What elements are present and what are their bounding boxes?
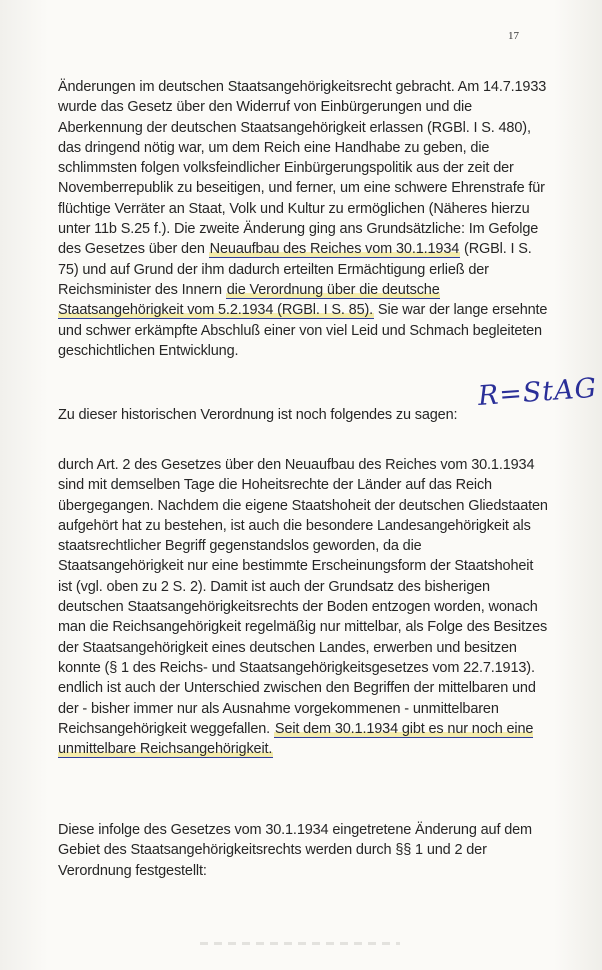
- paragraph-1-part-c: Sie war der lange ersehnte und schwer erkämpfte Abschluß einer von viel Leid und Schmach begleiteten geschichtlichen Entwicklung.: [58, 302, 548, 359]
- faint-bleed-through: [200, 942, 400, 945]
- paragraph-1-part-a: Änderungen im deutschen Staatsangehörigkeitsrecht gebracht. Am 14.7.1933 wurde das Gesetz über den Widerruf von Einbürgerungen und die Aberkennung der deutschen Staatsangehörigkeit erlassen (RGBl. I S. 480), das dringend nötig war, um dem Reich eine Handhabe zu geben, die schlimmsten folgen volksfeindlicher Einbürgerungspolitik aus der zeit der Novemberrepublik zu beseitigen, und ferner, um eine schwere Ehrenstrafe für flüchtige Verräter an Staat, Volk und Kultur zu ermöglichen (Näheres hierzu unter 11b S.25 f.). Die zweite Änderung ging ans Grundsätzliche: Im Gefolge des Gesetzes über den: [58, 79, 547, 258]
- highlight-reichsangehoerigkeit: Seit dem 30.1.1934 gibt es nur noch eine unmittelbare Reichsangehörigkeit.: [58, 720, 534, 758]
- handwritten-annotation: R=StAG: [476, 372, 599, 412]
- paragraph-3-body: durch Art. 2 des Gesetzes über den Neuaufbau des Reiches vom 30.1.1934 sind mit demselben Tage die Hoheitsrechte der Länder auf das Reich übergegangen. Nachdem die eigene Staatshoheit der deutschen Gliedstaaten aufgehört hat zu bestehen, ist auch die besondere Landesangehörigkeit als staatsrechtlicher Begriff gegenstandslos geworden, da die Staatsangehörigkeit nur eine bestimmte Erscheinungsform der Staatshoheit ist (vgl. oben zu 2 S. 2). Damit ist auch der Grundsatz des bisherigen deutschen Staatsangehörigkeitsrechts der Boden entzogen worden, wonach man die Reichsangehörigkeit regelmäßig nur mittelbar, als Folge des Besitzes der Staatsangehörigkeit eines deutschen Landes, erwerben und besitzen konnte (§ 1 des Reichs- und Staatsangehörigkeitsgesetzes vom 22.7.1913). endlich ist auch der Unterschied zwischen den Begriffen der mittelbaren und der - bisher immer nur als Ausnahme vorgekommenen - unmittelbaren Reichsangehörigkeit weggefallen.: [58, 457, 548, 737]
- paragraph-2-text: Zu dieser historischen Verordnung ist noch folgendes zu sagen:: [58, 407, 458, 423]
- paragraph-3-text: [58, 455, 548, 759]
- paragraph-4-text: Diese infolge des Gesetzes vom 30.1.1934 eingetretene Änderung auf dem Gebiet des Staatsangehörigkeitsrechts werden durch §§ 1 und 2 der Verordnung festgestellt:: [58, 822, 532, 879]
- paragraph-1-text: [58, 77, 548, 361]
- paragraph-1-part-b: (RGBl. I S. 75) und auf Grund der ihm dadurch erteilten Ermächtigung erließ der Reichsminister des Innern: [58, 241, 532, 298]
- paragraph-1: [58, 77, 548, 361]
- paragraph-3: [58, 455, 548, 759]
- paragraph-2: [58, 405, 548, 425]
- highlight-verordnung: die Verordnung über die deutsche Staatsangehörigkeit vom 5.2.1934 (RGBl. I S. 85).: [58, 281, 440, 319]
- paragraph-4: [58, 820, 548, 881]
- highlight-neuaufbau: Neuaufbau des Reiches vom 30.1.1934: [209, 241, 460, 258]
- page-number: 17: [508, 30, 519, 42]
